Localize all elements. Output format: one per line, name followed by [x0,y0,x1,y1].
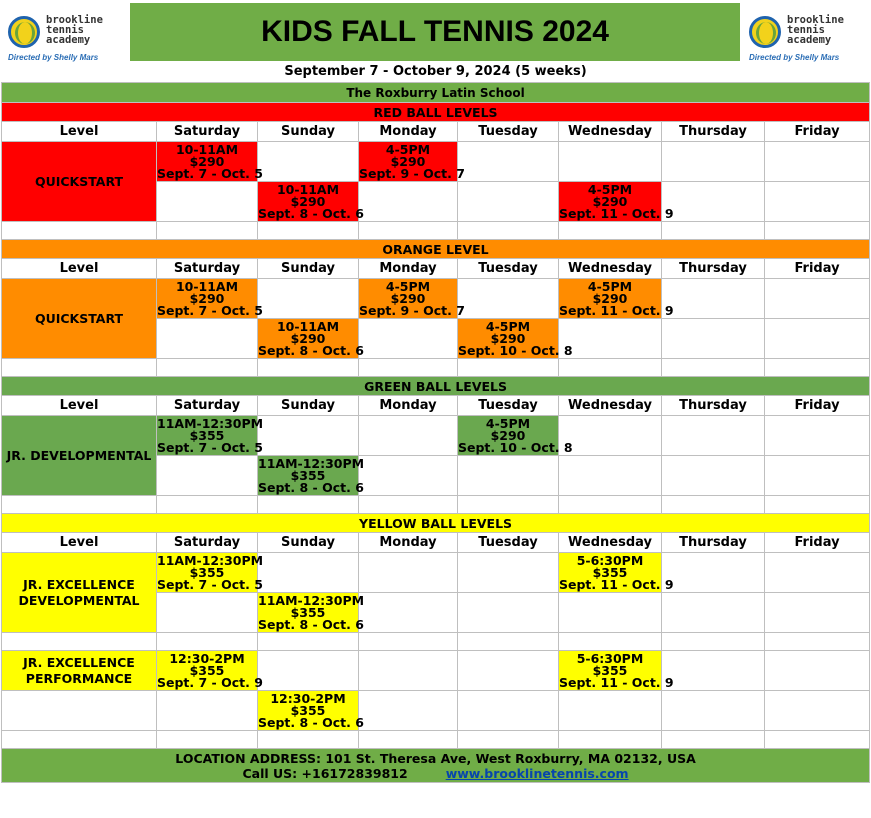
empty-cell [258,359,359,377]
class-slot [157,278,263,319]
logo-tagline: Directed by Shelly Mars [8,53,99,62]
tennis-ball-icon [8,16,40,48]
class-slot [258,181,364,222]
section-band-yellow [2,514,870,533]
col-header-saturday: Saturday [157,122,258,142]
class-dates: Sept. 11 - Oct. 9 [559,205,674,221]
empty-cell [662,553,765,593]
class-slot [258,690,364,731]
class-price: $290 [290,330,326,346]
day-header-row [2,396,870,416]
logo-line: academy [46,34,91,46]
col-header-wednesday: Wednesday [559,533,662,553]
empty-cell [765,691,870,731]
class-price: $355 [592,564,628,580]
empty-cell [458,222,559,240]
empty-cell [765,456,870,496]
empty-cell [359,319,458,359]
col-header-saturday: Saturday [157,259,258,279]
class-dates: Sept. 7 - Oct. 5 [157,165,263,181]
class-dates: Sept. 11 - Oct. 9 [559,302,674,318]
class-dates: Sept. 8 - Oct. 6 [258,205,364,221]
class-dates: Sept. 7 - Oct. 5 [157,302,263,318]
empty-cell [258,731,359,749]
col-header-thursday: Thursday [662,533,765,553]
spacer-row [2,496,870,514]
phone-number: Call US: +16172839812 [242,765,408,781]
section-band-red [2,103,870,122]
logo-line: academy [787,34,832,46]
class-slot [157,650,263,691]
col-header-saturday: Saturday [157,533,258,553]
empty-cell [662,593,765,633]
col-header-wednesday: Wednesday [559,122,662,142]
empty-cell [765,553,870,593]
section-title: GREEN BALL LEVELS [2,377,870,396]
level-name-line: JR. EXCELLENCE [23,576,135,592]
empty-cell [258,633,359,651]
empty-cell [662,633,765,651]
empty-cell [258,222,359,240]
class-time: 11AM-12:30PM [157,415,264,431]
class-slot [458,415,573,456]
tennis-ball-icon [749,16,781,48]
empty-cell [765,731,870,749]
empty-cell [765,182,870,222]
session-dates: September 7 - October 9, 2024 (5 weeks) [284,64,587,79]
class-price: $290 [189,290,225,306]
empty-cell [157,319,258,359]
contact-line [2,766,869,781]
empty-cell [359,593,458,633]
empty-cell [2,633,157,651]
empty-cell [458,142,559,182]
empty-cell [359,416,458,456]
empty-cell [662,222,765,240]
schedule-row [2,691,870,731]
title-banner [130,3,740,61]
empty-cell [559,416,662,456]
level-name [2,553,157,633]
class-dates: Sept. 7 - Oct. 5 [157,576,263,592]
empty-cell [559,142,662,182]
spacer-row [2,633,870,651]
empty-cell [258,651,359,691]
col-header-friday: Friday [765,533,870,553]
logo-line: brookline [46,14,103,26]
class-slot [559,181,674,222]
page-title: KIDS FALL TENNIS 2024 [261,15,609,48]
empty-cell [359,182,458,222]
class-dates: Sept. 10 - Oct. 8 [458,439,573,455]
class-dates: Sept. 9 - Oct. 7 [359,165,465,181]
class-time: 10-11AM [175,278,239,294]
schedule-row [2,651,870,691]
empty-cell [2,222,157,240]
empty-cell [359,496,458,514]
class-price: $355 [290,467,326,483]
class-price: $290 [290,193,326,209]
class-price: $290 [490,330,526,346]
empty-cell [258,553,359,593]
level-name [2,651,157,691]
empty-cell [662,496,765,514]
empty-cell [157,182,258,222]
empty-cell [458,731,559,749]
empty-cell [662,416,765,456]
col-header-monday: Monday [359,396,458,416]
class-dates: Sept. 11 - Oct. 9 [559,674,674,690]
empty-cell [662,456,765,496]
empty-cell [359,456,458,496]
empty-cell [662,142,765,182]
class-time: 4-5PM [385,141,431,157]
col-header-level: Level [2,122,157,142]
empty-cell [765,142,870,182]
class-slot [359,141,465,182]
empty-cell [662,319,765,359]
spacer-row [2,359,870,377]
empty-cell [359,691,458,731]
empty-cell [258,496,359,514]
col-header-monday: Monday [359,533,458,553]
empty-cell [258,279,359,319]
empty-cell [559,496,662,514]
schedule-row [2,279,870,319]
empty-cell [157,222,258,240]
empty-cell [765,416,870,456]
class-price: $290 [189,153,225,169]
class-slot [258,455,365,496]
empty-cell [765,222,870,240]
website-link[interactable]: www.brooklinetennis.com [445,765,629,781]
empty-cell [359,553,458,593]
empty-cell [359,731,458,749]
level-name: QUICKSTART [2,279,157,359]
empty-cell [559,319,662,359]
class-price: $355 [189,427,225,443]
section-band-orange [2,240,870,259]
col-header-friday: Friday [765,122,870,142]
col-header-thursday: Thursday [662,259,765,279]
empty-cell [359,359,458,377]
empty-cell [765,633,870,651]
class-slot [258,592,365,633]
section-band-green [2,377,870,396]
empty-cell [157,731,258,749]
col-header-monday: Monday [359,122,458,142]
footer-info [2,749,870,783]
empty-cell [662,731,765,749]
class-time: 5-6:30PM [576,650,644,666]
class-price: $355 [592,662,628,678]
class-dates: Sept. 7 - Oct. 5 [157,439,263,455]
empty-cell [458,593,559,633]
class-slot [157,415,264,456]
col-header-tuesday: Tuesday [458,259,559,279]
empty-cell [765,651,870,691]
class-time: 12:30-2PM [169,650,245,666]
class-dates: Sept. 10 - Oct. 8 [458,342,573,358]
class-dates: Sept. 9 - Oct. 7 [359,302,465,318]
empty-cell [157,691,258,731]
empty-cell [662,691,765,731]
class-dates: Sept. 8 - Oct. 6 [258,342,364,358]
empty-cell [458,691,559,731]
empty-cell [662,279,765,319]
logo-name [787,15,844,45]
col-header-monday: Monday [359,259,458,279]
empty-cell [662,359,765,377]
empty-cell [765,593,870,633]
empty-cell [2,691,157,731]
class-price: $290 [390,290,426,306]
class-price: $290 [390,153,426,169]
class-price: $290 [592,290,628,306]
class-time: 10-11AM [276,181,340,197]
section-title: YELLOW BALL LEVELS [2,514,870,533]
page-header [0,0,871,64]
class-slot [559,650,674,691]
class-price: $355 [189,564,225,580]
class-time: 5-6:30PM [576,552,644,568]
day-header-row [2,533,870,553]
empty-cell [359,222,458,240]
schedule-row [2,142,870,182]
empty-cell [458,633,559,651]
level-name-line: DEVELOPMENTAL [18,592,140,608]
level-name-line: PERFORMANCE [25,670,133,686]
class-time: 4-5PM [485,415,531,431]
class-time: 4-5PM [485,318,531,334]
col-header-tuesday: Tuesday [458,122,559,142]
empty-cell [559,222,662,240]
col-header-thursday: Thursday [662,122,765,142]
col-header-sunday: Sunday [258,533,359,553]
class-price: $290 [490,427,526,443]
col-header-saturday: Saturday [157,396,258,416]
col-header-tuesday: Tuesday [458,396,559,416]
empty-cell [157,593,258,633]
empty-cell [765,359,870,377]
class-slot [559,552,674,593]
class-time: 10-11AM [175,141,239,157]
class-price: $355 [290,702,326,718]
class-slot [157,141,263,182]
col-header-sunday: Sunday [258,259,359,279]
col-header-wednesday: Wednesday [559,259,662,279]
col-header-tuesday: Tuesday [458,533,559,553]
class-price: $290 [592,193,628,209]
level-name-line: JR. EXCELLENCE [23,654,135,670]
empty-cell [458,496,559,514]
empty-cell [559,731,662,749]
day-header-row [2,259,870,279]
empty-cell [559,456,662,496]
col-header-level: Level [2,259,157,279]
empty-cell [765,496,870,514]
spacer-row [2,731,870,749]
empty-cell [458,456,559,496]
school-name-text: The Roxburry Latin School [346,85,525,100]
col-header-wednesday: Wednesday [559,396,662,416]
day-header-row [2,122,870,142]
school-row [2,83,870,103]
class-dates: Sept. 8 - Oct. 6 [258,479,364,495]
class-time: 4-5PM [587,278,633,294]
col-header-friday: Friday [765,259,870,279]
academy-logo-left [2,2,128,62]
class-price: $355 [189,662,225,678]
col-header-sunday: Sunday [258,122,359,142]
empty-cell [2,359,157,377]
logo-line: tennis [46,24,84,36]
col-header-thursday: Thursday [662,396,765,416]
empty-cell [359,651,458,691]
empty-cell [157,633,258,651]
class-dates: Sept. 8 - Oct. 6 [258,616,364,632]
spacer-row [2,222,870,240]
logo-tagline: Directed by Shelly Mars [749,53,840,62]
class-time: 11AM-12:30PM [258,592,365,608]
empty-cell [559,633,662,651]
class-dates: Sept. 8 - Oct. 6 [258,714,364,730]
empty-cell [458,279,559,319]
level-name: JR. DEVELOPMENTAL [2,416,157,496]
logo-line: tennis [787,24,825,36]
schedule-row [2,416,870,456]
footer-row [2,749,870,783]
schedule-table [1,82,870,783]
col-header-sunday: Sunday [258,396,359,416]
class-time: 11AM-12:30PM [258,455,365,471]
class-time: 11AM-12:30PM [157,552,264,568]
location-address: LOCATION ADDRESS: 101 St. Theresa Ave, West Roxburry, MA 02132, USA [175,750,696,766]
empty-cell [662,651,765,691]
class-time: 4-5PM [587,181,633,197]
empty-cell [157,456,258,496]
class-slot [458,318,573,359]
level-name: QUICKSTART [2,142,157,222]
empty-cell [458,553,559,593]
empty-cell [359,633,458,651]
class-dates: Sept. 7 - Oct. 9 [157,674,263,690]
logo-line: brookline [787,14,844,26]
class-slot [258,318,364,359]
class-slot [359,278,465,319]
class-price: $355 [290,604,326,620]
academy-logo-right [743,2,869,62]
empty-cell [458,359,559,377]
empty-cell [2,496,157,514]
empty-cell [2,731,157,749]
empty-cell [458,651,559,691]
class-slot [559,278,674,319]
class-time: 12:30-2PM [270,690,346,706]
class-time: 10-11AM [276,318,340,334]
class-dates: Sept. 11 - Oct. 9 [559,576,674,592]
section-title: ORANGE LEVEL [2,240,870,259]
col-header-level: Level [2,396,157,416]
empty-cell [559,359,662,377]
empty-cell [559,593,662,633]
empty-cell [258,142,359,182]
empty-cell [458,182,559,222]
empty-cell [157,359,258,377]
col-header-friday: Friday [765,396,870,416]
empty-cell [559,691,662,731]
class-slot [157,552,264,593]
col-header-level: Level [2,533,157,553]
empty-cell [157,496,258,514]
school-name [2,83,870,103]
empty-cell [765,279,870,319]
logo-name [46,15,103,45]
section-title: RED BALL LEVELS [2,103,870,122]
empty-cell [662,182,765,222]
empty-cell [765,319,870,359]
empty-cell [258,416,359,456]
class-time: 4-5PM [385,278,431,294]
schedule-row [2,553,870,593]
